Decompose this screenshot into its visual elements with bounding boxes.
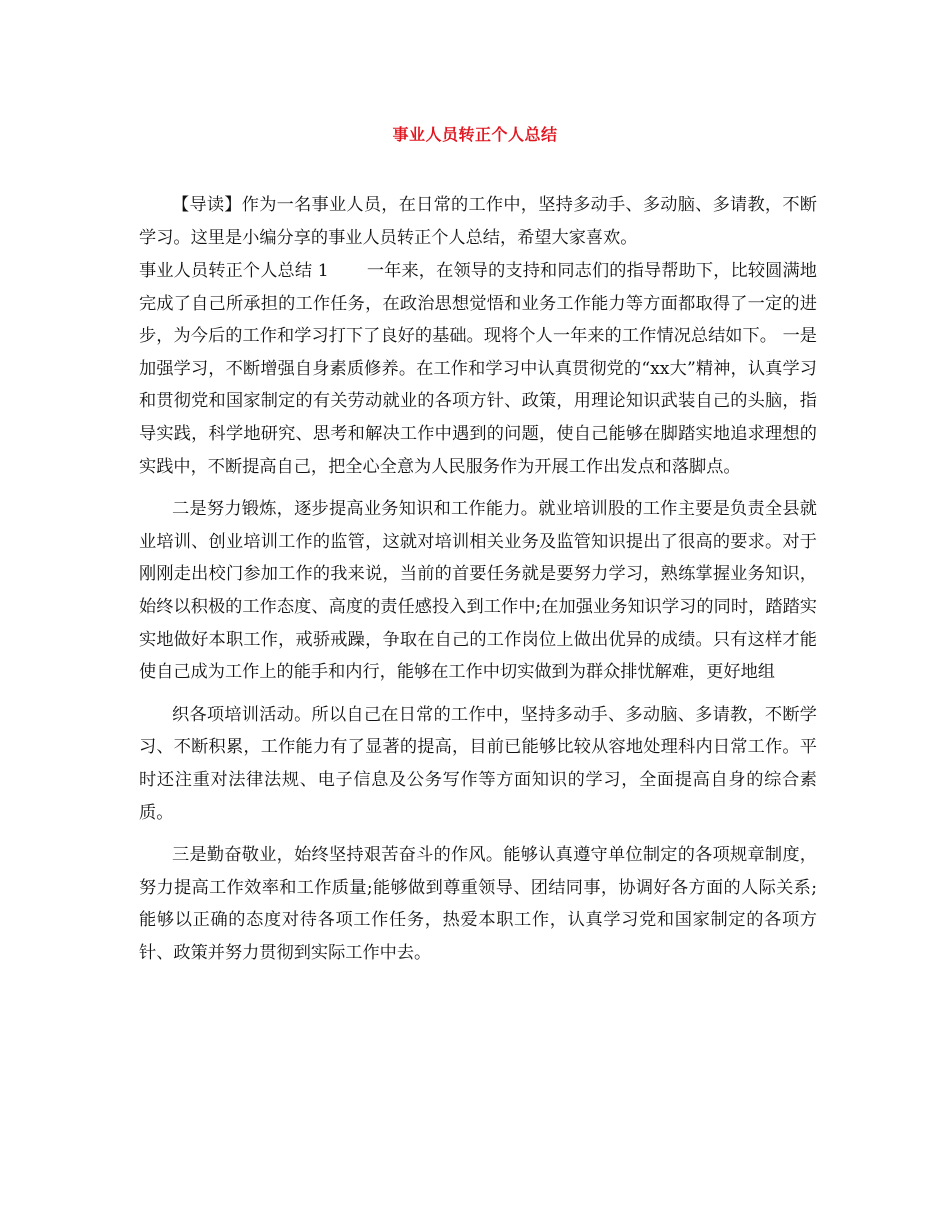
intro-paragraph: 【导读】作为一名事业人员，在日常的工作中，坚持多动手、多动脑、多请教，不断学习。这里是小编分享的事业人员转正个人总结，希望大家喜欢。 bbox=[139, 195, 817, 248]
section-heading: 事业人员转正个人总结 1 bbox=[139, 261, 329, 281]
section-2-paragraph: 二是努力锻炼，逐步提高业务知识和工作能力。就业培训股的工作主要是负责全县就业培训、创业培训工作的监管，这就对培训相关业务及监管知识提出了很高的要求。对于刚刚走出校门参加工作的我来说，当前的首要任务就是要努力学习，熟练掌握业务知识，始终以积极的工作态度、高度的责任感投入到工作中;在加强业务知识学习的同时，踏踏实实地做好本职工作，戒骄戒躁，争取在自己的工作岗位上做出优异的成绩。只有这样才能使自己成为工作上的能手和内行，能够在工作中切实做到为群众排忧解难，更好地组 bbox=[139, 499, 817, 683]
section-3-paragraph: 三是勤奋敬业，始终坚持艰苦奋斗的作风。能够认真遵守单位制定的各项规章制度，努力提高工作效率和工作质量;能够做到尊重领导、团结同事，协调好各方面的人际关系;能够以正确的态度对待各项工作任务，热爱本职工作，认真学习党和国家制定的各项方针、政策并努力贯彻到实际工作中去。 bbox=[139, 845, 817, 963]
document-title: 事业人员转正个人总结 bbox=[392, 125, 558, 144]
section-1-paragraph bbox=[139, 255, 817, 483]
document-body bbox=[139, 189, 817, 969]
section-1-text: 一年来，在领导的支持和同志们的指导帮助下，比较圆满地完成了自己所承担的工作任务，在政治思想觉悟和业务工作能力等方面都取得了一定的进步，为今后的工作和学习打下了良好的基础。现将个人一年来的工作情况总结如下。 一是加强学习，不断增强自身素质修养。在工作和学习中认真贯彻党的“xx大”精神，认真学习和贯彻党和国家制定的有关劳动就业的各项方针、政策，用理论知识武装自己的头脑，指导实践，科学地研究、思考和解决工作中遇到的问题，使自己能够在脚踏实地追求理想的实践中，不断提高自己，把全心全意为人民服务作为开展工作出发点和落脚点。 bbox=[139, 261, 817, 477]
section-2-continued-paragraph: 织各项培训活动。所以自己在日常的工作中，坚持多动手、多动脑、多请教，不断学习、不断积累，工作能力有了显著的提高，目前已能够比较从容地处理科内日常工作。平时还注重对法律法规、电子信息及公务写作等方面知识的学习，全面提高自身的综合素质。 bbox=[139, 704, 817, 823]
